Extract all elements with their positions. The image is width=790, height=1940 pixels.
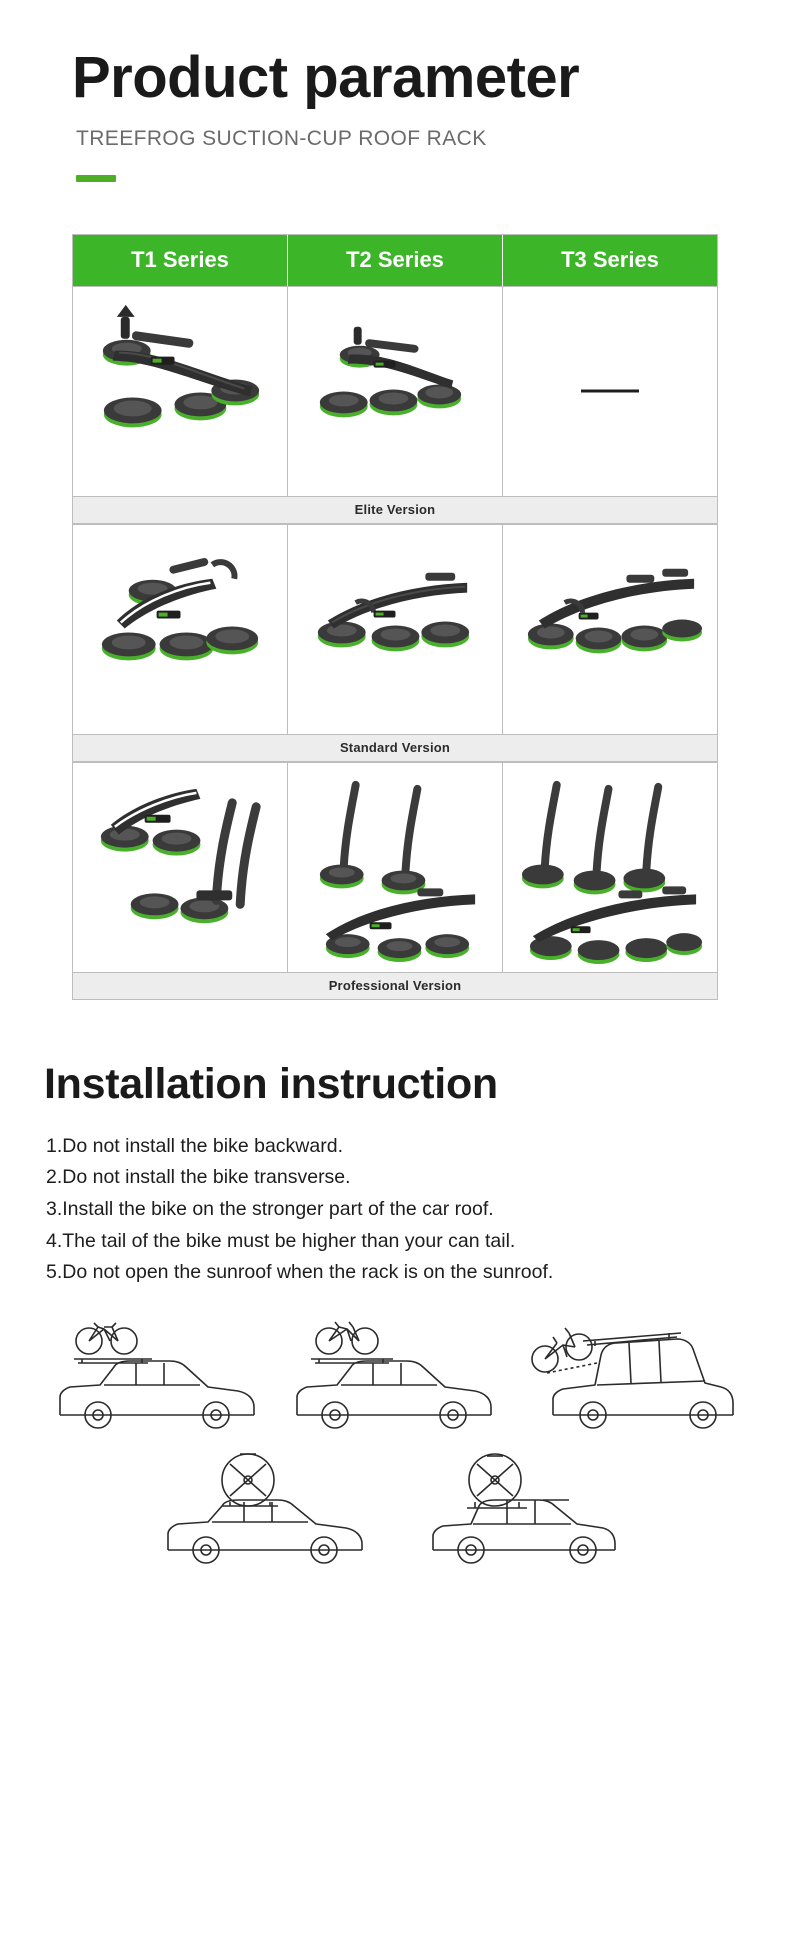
empty-dash xyxy=(581,390,639,393)
diagram-sedan-sunroof-crossed xyxy=(415,1450,630,1575)
rack-illustration-t1-standard xyxy=(73,525,287,734)
row-label-elite: Elite Version xyxy=(73,496,717,524)
rack-illustration-t2-elite xyxy=(288,287,502,496)
accent-divider xyxy=(76,175,116,182)
column-header-t3: T3 Series xyxy=(503,235,717,286)
rack-illustration-t1-pro xyxy=(73,763,287,972)
installation-section xyxy=(0,1060,790,1575)
page-title: Product parameter xyxy=(72,45,580,110)
diagram-suv-bike-tail-height xyxy=(525,1315,740,1440)
diagram-sedan-bike-transverse-crossed xyxy=(160,1450,375,1575)
cell-t1-standard xyxy=(73,524,288,734)
cell-t2-elite xyxy=(288,286,503,496)
installation-list xyxy=(46,1131,750,1289)
diagram-sedan-bike-backward xyxy=(52,1315,267,1440)
cell-t2-professional xyxy=(288,762,503,972)
cell-t1-elite xyxy=(73,286,288,496)
list-item: 5.Do not open the sunroof when the rack is on the sunroof. xyxy=(46,1261,554,1284)
cell-t3-elite-empty xyxy=(503,286,717,496)
cell-t3-standard xyxy=(503,524,717,734)
list-item: 4.The tail of the bike must be higher than your can tail. xyxy=(46,1229,516,1252)
cell-t3-professional xyxy=(503,762,717,972)
row-label-professional: Professional Version xyxy=(73,972,717,1000)
rack-illustration-t2-pro xyxy=(288,763,502,972)
product-parameter-table xyxy=(72,234,718,1000)
table-header-row xyxy=(73,235,717,286)
rack-illustration-t3-pro xyxy=(503,763,717,972)
row-label-standard: Standard Version xyxy=(73,734,717,762)
column-header-t2: T2 Series xyxy=(288,235,503,286)
diagram-sedan-bike-correct xyxy=(289,1315,504,1440)
list-item: 3.Install the bike on the stronger part of the car roof. xyxy=(46,1198,494,1221)
table-row xyxy=(73,762,717,972)
table-row xyxy=(73,524,717,734)
cell-t2-standard xyxy=(288,524,503,734)
list-item: 1.Do not install the bike backward. xyxy=(46,1134,343,1157)
page-header xyxy=(0,0,790,182)
rack-illustration-t3-standard xyxy=(503,525,717,734)
table-row xyxy=(73,286,717,496)
rack-illustration-t2-standard xyxy=(288,525,502,734)
list-item: 2.Do not install the bike transverse. xyxy=(46,1166,351,1189)
rack-illustration-t1-elite xyxy=(73,287,287,496)
cell-t1-professional xyxy=(73,762,288,972)
column-header-t1: T1 Series xyxy=(73,235,288,286)
installation-title: Installation instruction xyxy=(44,1059,498,1108)
page-subtitle: TREEFROG SUCTION-CUP ROOF RACK xyxy=(76,126,487,150)
installation-diagrams xyxy=(40,1315,750,1575)
